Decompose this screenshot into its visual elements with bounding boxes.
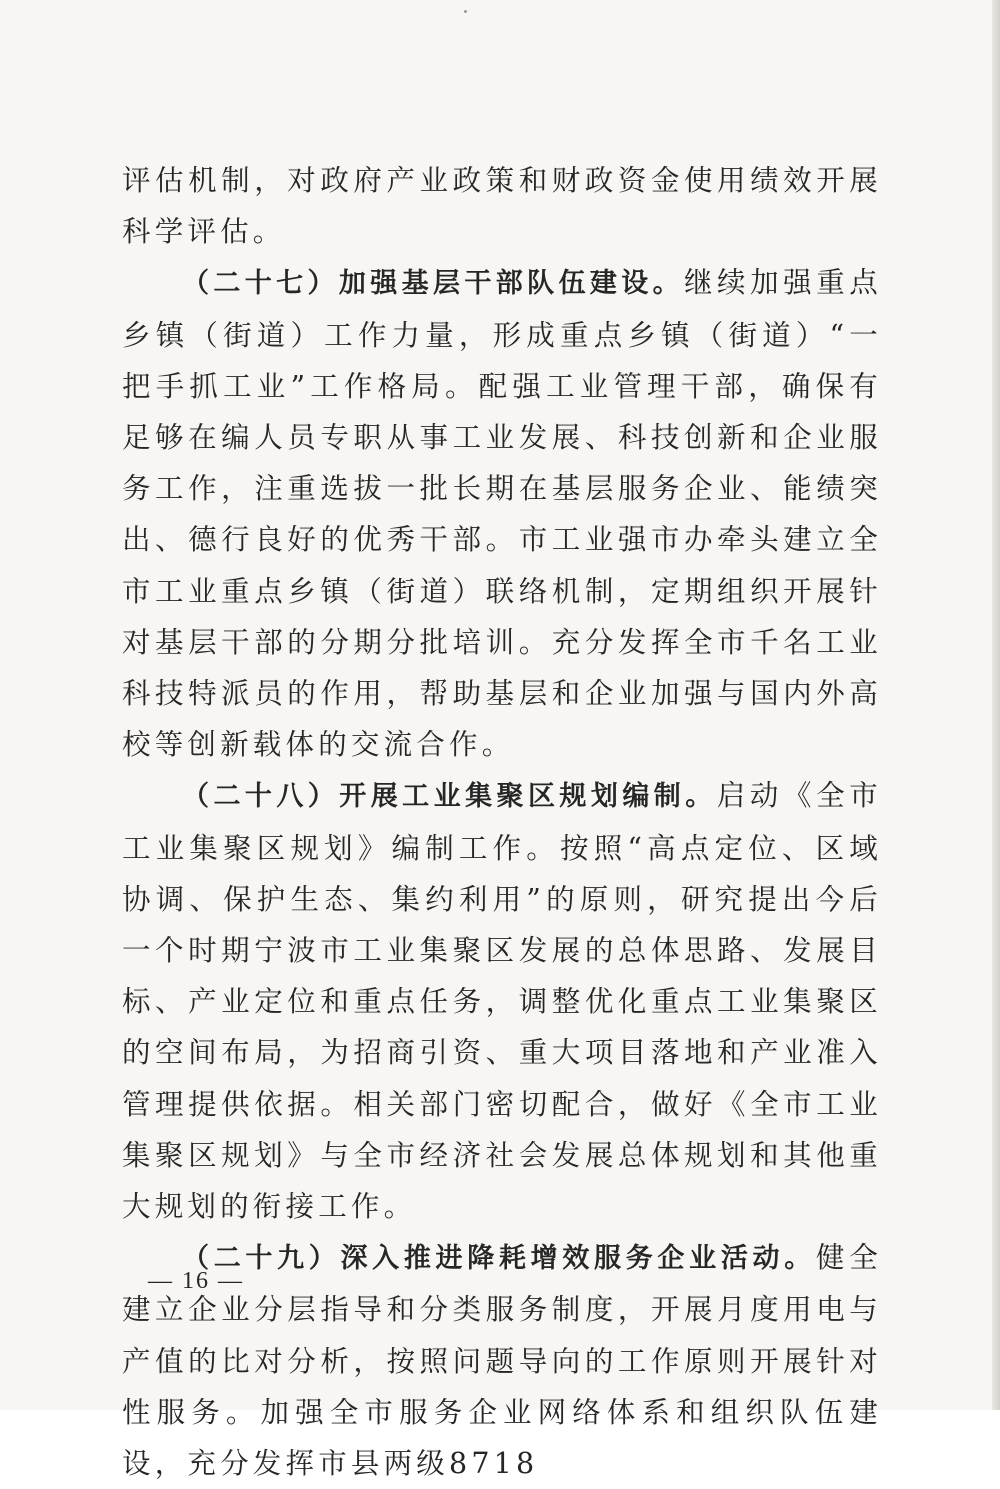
paragraph-text: 继续加强重点乡镇（街道）工作力量，形成重点乡镇（街道）“一把手抓工业”工作格局。配强工业管理干部，确保有足够在编人员专职从事工业发展、科技创新和企业服务工作，注重选拔一批长期在基层服务企业、能绩突出、德行良好的优秀干部。市工业强市办牵头建立全市工业重点乡镇（街道）联络机制，定期组织开展针对基层干部的分期分批培训。充分发挥全市千名工业科技特派员的作用，帮助基层和企业加强与国内外高校等创新载体的交流合作。 (122, 266, 883, 762)
scan-speck (464, 10, 467, 13)
page-number: — 16 — (148, 1268, 244, 1294)
paragraph-continuation (122, 155, 882, 257)
section-heading: （二十七）加强基层干部队伍建设。 (182, 268, 684, 300)
section-heading: （二十八）开展工业集聚区规划编制。 (182, 781, 717, 813)
paragraph-28 (122, 770, 882, 1232)
paragraph-27 (122, 257, 882, 770)
paragraph-text: 健全建立企业分层指导和分类服务制度，开展月度用电与产值的比对分析，按照问题导向的工作原则开展针对性服务。加强全市服务企业网络体系和组织队伍建设，充分发挥市县两级8718 (122, 1241, 883, 1481)
section-heading: （二十九）深入推进降耗增效服务企业活动。 (182, 1243, 816, 1275)
paragraph-text: 评估机制，对政府产业政策和财政资金使用绩效开展科学评估。 (122, 164, 882, 249)
scan-edge-shadow (992, 0, 1000, 1410)
paragraph-text: 启动《全市工业集聚区规划》编制工作。按照“高点定位、区域协调、保护生态、集约利用”的原则，研究提出今后一个时期宁波市工业集聚区发展的总体思路、发展目标、产业定位和重点任务，调整优化重点工业集聚区的空间布局，为招商引资、重大项目落地和产业准入管理提供依据。相关部门密切配合，做好《全市工业集聚区规划》与全市经济社会发展总体规划和其他重大规划的衔接工作。 (122, 779, 882, 1224)
